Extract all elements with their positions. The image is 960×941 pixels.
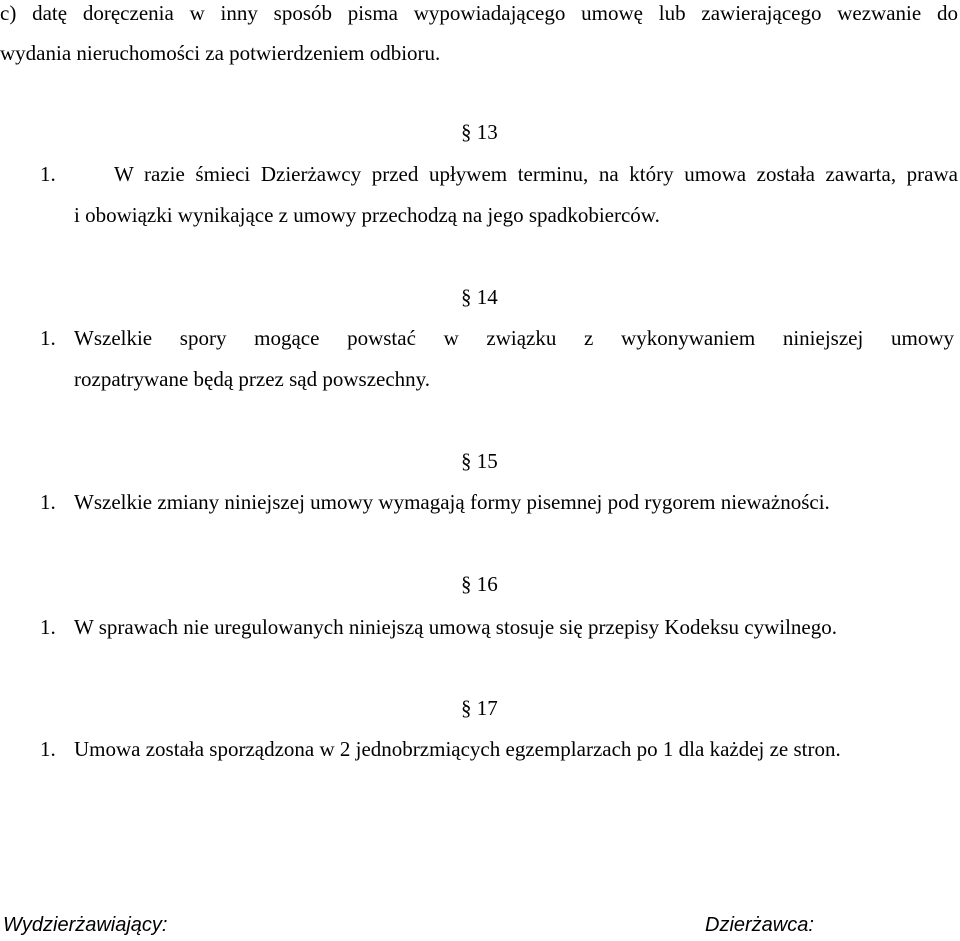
intro-line-1: c) datę doręczenia w inny sposób pisma wypowiadającego umowę lub zawierającego wezwanie do <box>0 1 958 25</box>
section-17-item <box>40 736 958 762</box>
section-15-line-1: Wszelkie zmiany niniejszej umowy wymagają formy pisemnej pod rygorem nieważności. <box>74 490 830 514</box>
section-15-heading: § 15 <box>461 449 498 473</box>
item-number: 1. <box>40 326 56 350</box>
section-14-line-1: Wszelkie spory mogące powstać w związku z wykonywaniem niniejszej umowy <box>74 326 954 350</box>
item-number: 1. <box>40 162 56 186</box>
section-13-item <box>40 161 958 187</box>
section-17-heading: § 17 <box>461 696 498 720</box>
section-17-line-1: Umowa została sporządzona w 2 jednobrzmiących egzemplarzach po 1 dla każdej ze stron. <box>74 737 841 761</box>
section-16-heading: § 16 <box>461 572 498 596</box>
section-16-line-1: W sprawach nie uregulowanych niniejszą umową stosuje się przepisy Kodeksu cywilnego. <box>74 615 837 639</box>
signature-lessor-label: Wydzierżawiający: <box>3 914 168 936</box>
item-number: 1. <box>40 490 56 514</box>
section-13-line-2: i obowiązki wynikające z umowy przechodzą na jego spadkobierców. <box>74 203 660 227</box>
section-16-item <box>40 614 958 640</box>
signature-lessee-label: Dzierżawca: <box>705 914 814 936</box>
section-13-line-1: W razie śmieci Dzierżawcy przed upływem terminu, na który umowa została zawarta, prawa <box>114 162 958 186</box>
item-number: 1. <box>40 615 56 639</box>
section-14-item <box>40 325 958 351</box>
section-14-heading: § 14 <box>461 285 498 309</box>
intro-line-2: wydania nieruchomości za potwierdzeniem odbioru. <box>0 41 441 65</box>
section-15-item <box>40 489 958 515</box>
section-14-line-2: rozpatrywane będą przez sąd powszechny. <box>74 367 431 391</box>
section-13-heading: § 13 <box>461 120 498 144</box>
item-number: 1. <box>40 737 56 761</box>
